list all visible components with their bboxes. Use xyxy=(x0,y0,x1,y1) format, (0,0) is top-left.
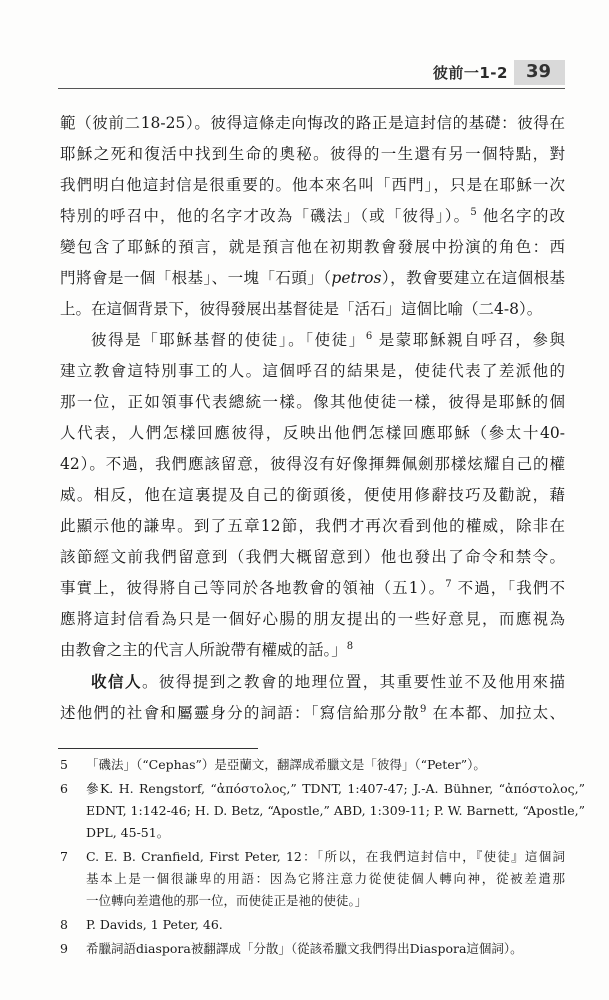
footnote-ref-9: 9 xyxy=(419,704,427,715)
text-line: 變包含了耶穌的預言，就是預言他在初期教會發展中扮演的角色：西 xyxy=(60,238,565,256)
footnote-9 xyxy=(60,938,565,960)
paragraph-1 xyxy=(60,108,565,325)
footnote-number: 9 xyxy=(60,941,68,956)
footnote-ref-8: 8 xyxy=(346,641,354,652)
footnote-number: 5 xyxy=(60,757,68,772)
text-line xyxy=(60,573,565,604)
footnote-ref-5: 5 xyxy=(470,207,477,218)
text-segment: 特別的呼召中，他的名字才改為「磯法」（或「彼得」）。 xyxy=(60,207,471,225)
footnote-text: 希臘詞語diaspora被翻譯成「分散」（從該希臘文我們得出Diaspora這個詞）。 xyxy=(86,941,523,956)
footnote-text: P. Davids, 1 Peter, 46. xyxy=(86,917,223,932)
footnote-5 xyxy=(60,754,565,776)
text-line: 該節經文前我們留意到（我們大概留意到）他也發出了命令和禁令。 xyxy=(60,548,565,566)
text-line xyxy=(60,698,565,729)
footnote-line: 基本上是一個很謙卑的用語：因為它將注意力從使徒個人轉向神，從被差遣那 xyxy=(86,871,565,886)
section-label: 收信人 xyxy=(91,672,142,691)
running-title: 彼前一1-2 xyxy=(432,64,508,82)
footnote-line: 一位轉向差遣他的那一位，而使徒正是祂的使徒。」 xyxy=(86,893,368,908)
footnote-number: 8 xyxy=(60,917,68,932)
text-segment: 事實上，彼得將自己等同於各地教會的領袖（五1）。 xyxy=(60,579,446,597)
text-segment: ），教會要建立在這個根基 xyxy=(381,269,565,287)
text-segment: 在本都、加拉太、 xyxy=(426,704,565,722)
text-line: 那一位，正如領事代表總統一樣。像其他使徒一樣，彼得是耶穌的個 xyxy=(60,393,565,411)
footnote-ref-7: 7 xyxy=(445,579,452,590)
running-header xyxy=(433,60,565,85)
text-segment: 他名字的改 xyxy=(476,207,565,225)
text-line: 人代表，人們怎樣回應彼得，反映出他們怎樣回應耶穌（參太十40- xyxy=(60,424,565,442)
text-line: 範（彼前二18-25）。彼得這條走向悔改的路正是這封信的基礎：彼得在 xyxy=(60,114,565,132)
italic-term: petros xyxy=(331,269,382,287)
footnote-ref-6: 6 xyxy=(365,331,373,342)
text-line: 此顯示他的謙卑。到了五章12節，我們才再次看到他的權威，除非在 xyxy=(60,517,565,535)
footnote-line: EDNT, 1:142-46; H. D. Betz, “Apostle,” ABD, 1:309-11; P. W. Barnett, “Apostle,” xyxy=(86,803,585,818)
text-segment: 由教會之主的代言人所說帶有權威的話。」 xyxy=(60,641,347,659)
text-line xyxy=(60,201,565,232)
body-text xyxy=(60,108,565,729)
footnote-line: DPL, 45-51。 xyxy=(86,825,170,840)
paragraph-3 xyxy=(60,666,565,729)
text-segment: 彼得是「耶穌基督的使徒」。「使徒」 xyxy=(91,331,366,349)
footnote-text xyxy=(86,846,565,912)
footnote-7 xyxy=(60,846,565,912)
footnotes xyxy=(60,754,585,962)
footnote-line: 參K. H. Rengstorf, “ἀπόστολος,” TDNT, 1:407-47; J.-A. Bühner, “ἀπόστολος,” xyxy=(86,781,585,796)
text-line xyxy=(60,666,565,698)
text-line: 42）。不過，我們應該留意，彼得沒有好像揮舞佩劍那樣炫耀自己的權 xyxy=(60,455,565,473)
text-line: 我們明白他這封信是很重要的。他本來名叫「西門」，只是在耶穌一次 xyxy=(60,176,565,194)
text-line: 耶穌之死和復活中找到生命的奧秘。彼得的一生還有另一個特點，對 xyxy=(60,145,565,163)
text-line xyxy=(60,635,565,666)
header-rule xyxy=(58,88,565,89)
footnote-text: 「磯法」（“Cephas”）是亞蘭文，翻譯成希臘文是「彼得」（“Peter”）。 xyxy=(86,757,486,772)
paragraph-2 xyxy=(60,325,565,666)
footnote-8 xyxy=(60,914,565,936)
footnote-rule xyxy=(58,748,258,749)
text-segment: 是蒙耶穌親自呼召，參與 xyxy=(372,331,565,349)
text-line: 應將這封信看為只是一個好心腸的朋友提出的一些好意見，而應視為 xyxy=(60,610,565,628)
footnote-line: C. E. B. Cranfield, First Peter, 12：「所以，在我們這封信中，『使徒』這個詞 xyxy=(86,849,565,864)
footnote-number: 6 xyxy=(60,781,68,796)
text-segment: 門將會是一個「根基」、一塊「石頭」（ xyxy=(60,269,332,287)
text-line: 建立教會這特別事工的人。這個呼召的結果是，使徒代表了差派他的 xyxy=(60,362,565,380)
text-line: 威。相反，他在這裏提及自己的銜頭後，便使用修辭技巧及勸說，藉 xyxy=(60,486,565,504)
footnote-6 xyxy=(60,778,585,844)
text-segment: 。彼得提到之教會的地理位置，其重要性並不及他用來描 xyxy=(141,673,565,691)
footnote-number: 7 xyxy=(60,849,68,864)
text-segment: 不過，「我們不 xyxy=(451,579,565,597)
footnote-text xyxy=(86,778,585,844)
text-line xyxy=(60,325,565,356)
text-line xyxy=(60,263,565,294)
text-line: 上。在這個背景下，彼得發展出基督徒是「活石」這個比喻（二4-8）。 xyxy=(60,300,543,318)
text-segment: 述他們的社會和屬靈身分的詞語：「寫信給那分散 xyxy=(60,704,420,722)
page-number-badge: 39 xyxy=(514,60,565,85)
